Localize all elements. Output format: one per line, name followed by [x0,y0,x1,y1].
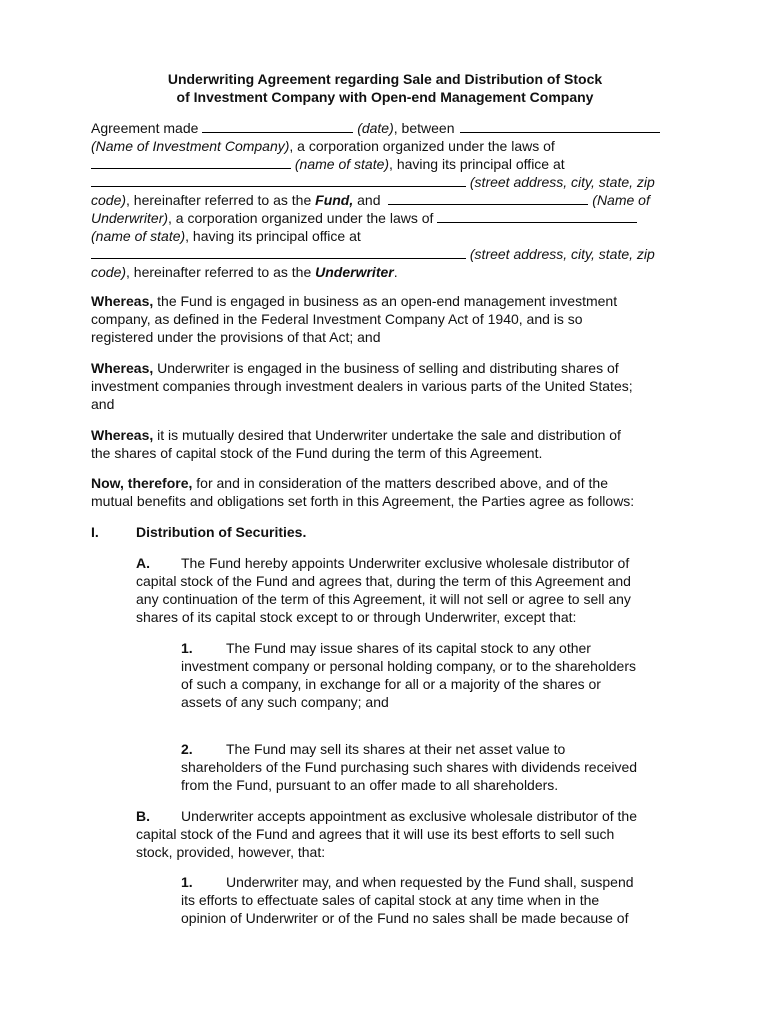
item-number: 1. [181,874,193,890]
address-label: code) [91,264,127,280]
clause-b [136,807,681,861]
paragraph-text: the shares of capital stock of the Fund during the term of this Agreement. [91,445,543,461]
paragraph-text: The Fund may issue shares of its capital stock to any other [226,640,591,656]
investment-company-label: (Name of Investment Company) [91,138,290,154]
address-blank [91,245,466,259]
paragraph-text: Underwriter is engaged in the business of selling and distributing shares of [157,360,619,376]
paragraph-text: assets of any such company; and [181,694,389,710]
paragraph-text: from the Fund, pursuant to an offer made to all shareholders. [181,777,559,793]
paragraph-text: The Fund hereby appoints Underwriter exclusive wholesale distributor of [181,555,630,571]
clause-a [136,554,681,626]
paragraph-text: investment company or personal holding company, or to the shareholders [181,658,636,674]
state-blank [91,155,291,169]
underwriter-name-label: Underwriter) [91,210,169,226]
address-label: (street address, city, state, zip [469,174,655,190]
now-therefore-lead: Now, therefore, [91,475,193,491]
paragraph-text: opinion of Underwriter or of the Fund no sales shall be made because of [181,910,629,926]
clause-b-item-1 [181,873,681,927]
paragraph-text: company, as defined in the Federal Investment Company Act of 1940, and is so [91,311,583,327]
intro-text: and [357,192,381,208]
paragraph-text: registered under the provisions of that Act; and [91,329,381,345]
title-line-1: Underwriting Agreement regarding Sale and Distribution of Stock [167,71,603,87]
intro-text: , having its principal office at [389,156,565,172]
underwriter-name-label: (Name of [592,192,650,208]
intro-text: . [393,264,398,280]
whereas-paragraph-2 [91,359,681,413]
paragraph-text: Underwriter accepts appointment as exclusive wholesale distributor of the [181,808,638,824]
paragraph-text: Underwriter may, and when requested by the Fund shall, suspend [226,874,634,890]
intro-text: , between [393,120,455,136]
paragraph-text: it is mutually desired that Underwriter undertake the sale and distribution of [157,427,621,443]
intro-paragraph [91,119,681,281]
paragraph-text: of such a company, in exchange for all or a majority of the shares or [181,676,601,692]
address-label: (street address, city, state, zip [469,246,655,262]
intro-text: , a corporation organized under the laws of [289,138,555,154]
paragraph-text: investment companies through investment dealers in various parts of the United States; [91,378,633,394]
intro-text: , a corporation organized under the laws of [168,210,434,226]
section-title: Distribution of Securities. [136,524,307,540]
paragraph-text: shareholders of the Fund purchasing such shares with dividends received [181,759,638,775]
address-label: code) [91,192,127,208]
clause-a-item-2 [181,740,681,794]
intro-text: , hereinafter referred to as the [126,264,312,280]
title-line-2: of Investment Company with Open-end Management Company [176,89,594,105]
clause-number: B. [136,808,150,824]
section-heading [91,523,681,541]
whereas-paragraph-3 [91,426,681,462]
date-label: (date) [357,120,394,136]
date-blank [202,119,353,133]
section-number: I. [91,524,99,540]
paragraph-text: the Fund is engaged in business as an open-end management investment [157,293,618,309]
paragraph-text: capital stock of the Fund and agrees that it will use its best efforts to sell such [136,826,615,842]
whereas-lead: Whereas, [91,293,154,309]
paragraph-text: stock, provided, however, that: [136,844,326,860]
intro-text: Agreement made [91,120,199,136]
item-number: 1. [181,640,193,656]
underwriter-state-blank [437,209,637,223]
clause-a-item-1 [181,639,681,711]
state-label: (name of state) [91,228,186,244]
paragraph-text: The Fund may sell its shares at their net asset value to [226,741,566,757]
whereas-paragraph-1 [91,292,681,346]
now-therefore-paragraph [91,474,681,510]
whereas-lead: Whereas, [91,360,154,376]
paragraph-text: shares of its capital stock except to or through Underwriter, except that: [136,609,577,625]
state-label: (name of state) [294,156,390,172]
paragraph-text: for and in consideration of the matters described above, and of the [196,475,608,491]
clause-number: A. [136,555,150,571]
paragraph-text: capital stock of the Fund and agrees that, during the term of this Agreement and [136,573,631,589]
underwriter-term: Underwriter [315,264,394,280]
paragraph-text: mutual benefits and obligations set forth in this Agreement, the Parties agree as follows: [91,493,635,509]
underwriter-name-blank [388,191,588,205]
document-title [0,70,770,106]
intro-text: , having its principal office at [185,228,361,244]
address-blank [91,173,466,187]
item-number: 2. [181,741,193,757]
whereas-lead: Whereas, [91,427,154,443]
fund-term: Fund, [315,192,354,208]
paragraph-text: any continuation of the term of this Agreement, it will not sell or agree to sell any [136,591,631,607]
paragraph-text: its efforts to effectuate sales of capital stock at any time when in the [181,892,600,908]
intro-text: , hereinafter referred to as the [126,192,312,208]
investment-company-blank [460,119,660,133]
paragraph-text: and [91,396,115,412]
